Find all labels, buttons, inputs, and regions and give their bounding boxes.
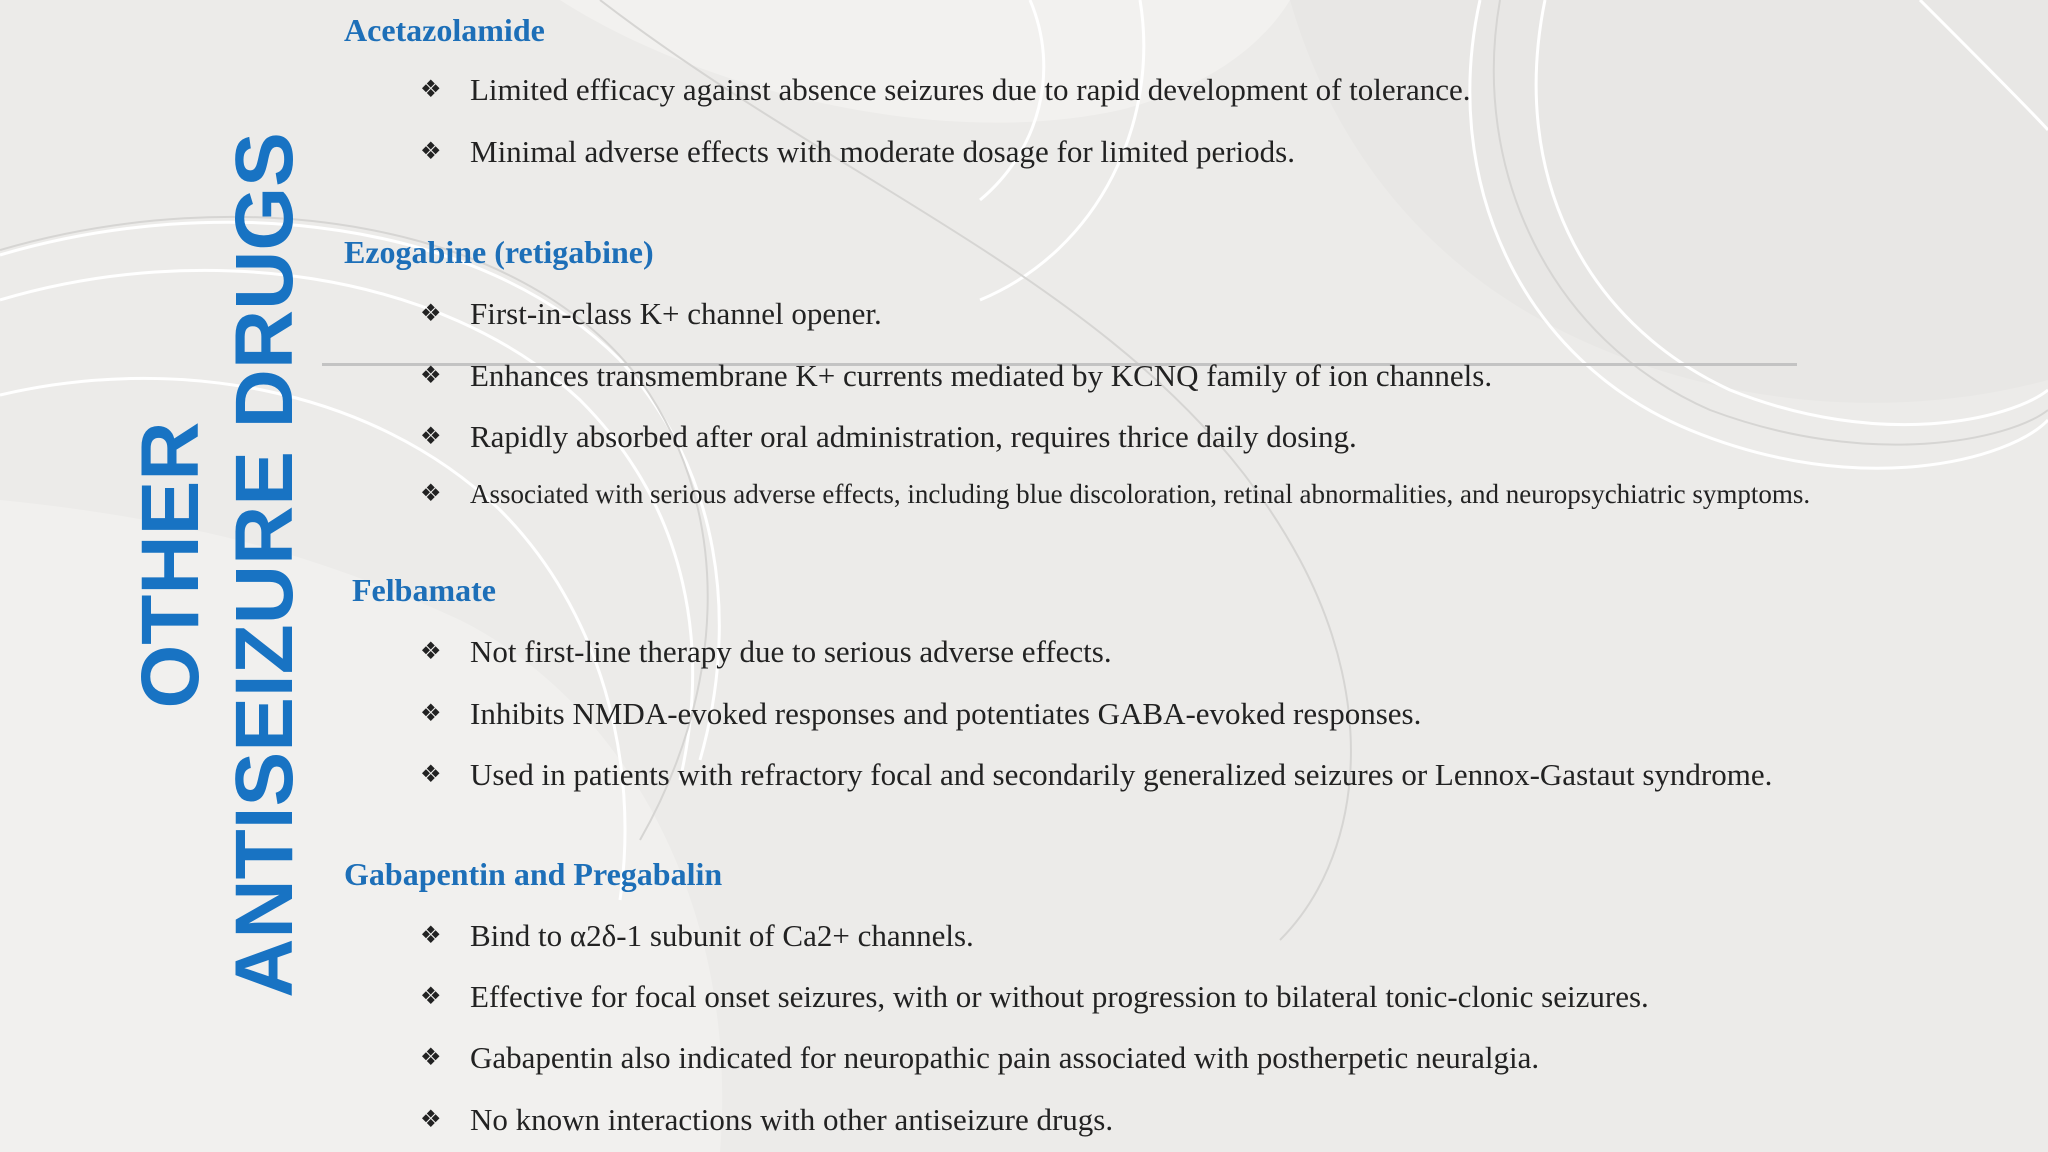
bullet-diamond-icon: ❖ — [420, 639, 442, 665]
bullet-diamond-icon: ❖ — [420, 1107, 442, 1133]
heading-gabapentin-pregabalin: Gabapentin and Pregabalin — [344, 856, 723, 892]
list-item — [420, 356, 1492, 396]
list-item — [420, 755, 1772, 795]
bullet-diamond-icon: ❖ — [420, 481, 442, 507]
title-line-2: ANTISEIZURE DRUGS — [219, 132, 310, 998]
list-item — [420, 417, 1357, 457]
bullet-text: Bind to α2δ-1 subunit of Ca2+ channels. — [470, 918, 974, 953]
bullet-text: Limited efficacy against absence seizures due to rapid development of tolerance. — [470, 72, 1471, 107]
bullet-text: Gabapentin also indicated for neuropathic pain associated with postherpetic neuralgia. — [470, 1040, 1540, 1075]
title-line-1: OTHER — [125, 421, 216, 709]
bullet-text: Enhances transmembrane K+ currents mediated by KCNQ family of ion channels. — [470, 358, 1493, 393]
bullet-diamond-icon: ❖ — [420, 77, 442, 103]
list-item — [420, 1100, 1113, 1140]
bullet-diamond-icon: ❖ — [420, 301, 442, 327]
bullet-diamond-icon: ❖ — [420, 139, 442, 165]
heading-acetazolamide: Acetazolamide — [344, 12, 545, 48]
bullet-text: Inhibits NMDA-evoked responses and potentiates GABA-evoked responses. — [470, 696, 1422, 731]
slide-title — [124, 132, 312, 998]
bullet-text: First-in-class K+ channel opener. — [470, 296, 882, 331]
list-item — [420, 916, 974, 956]
list-item — [420, 694, 1421, 734]
bullet-text: Associated with serious adverse effects, including blue discoloration, retinal abnormalities, and neuropsychiatric symptoms. — [470, 479, 1811, 509]
bullet-text: Effective for focal onset seizures, with or without progression to bilateral tonic-clonic seizures. — [470, 979, 1649, 1014]
list-item — [420, 632, 1112, 672]
heading-ezogabine: Ezogabine (retigabine) — [344, 234, 654, 270]
bullet-diamond-icon: ❖ — [420, 762, 442, 788]
bullet-text: No known interactions with other antiseizure drugs. — [470, 1102, 1114, 1137]
list-item — [420, 1038, 1539, 1078]
bullet-diamond-icon: ❖ — [420, 701, 442, 727]
list-item — [420, 474, 1810, 514]
list-item — [420, 977, 1649, 1017]
bullet-diamond-icon: ❖ — [420, 363, 442, 389]
bullet-diamond-icon: ❖ — [420, 424, 442, 450]
heading-felbamate: Felbamate — [352, 572, 496, 608]
list-item — [420, 294, 882, 334]
bullet-text: Minimal adverse effects with moderate dosage for limited periods. — [470, 134, 1295, 169]
bullet-diamond-icon: ❖ — [420, 923, 442, 949]
bullet-diamond-icon: ❖ — [420, 984, 442, 1010]
bullet-text: Rapidly absorbed after oral administration, requires thrice daily dosing. — [470, 419, 1357, 454]
list-item — [420, 70, 1470, 110]
bg-shade-right — [1290, 0, 2048, 403]
bullet-text: Not first-line therapy due to serious adverse effects. — [470, 634, 1112, 669]
list-item — [420, 132, 1295, 172]
bullet-text: Used in patients with refractory focal and secondarily generalized seizures or Lennox-Gastaut syndrome. — [470, 757, 1773, 792]
bullet-diamond-icon: ❖ — [420, 1045, 442, 1071]
